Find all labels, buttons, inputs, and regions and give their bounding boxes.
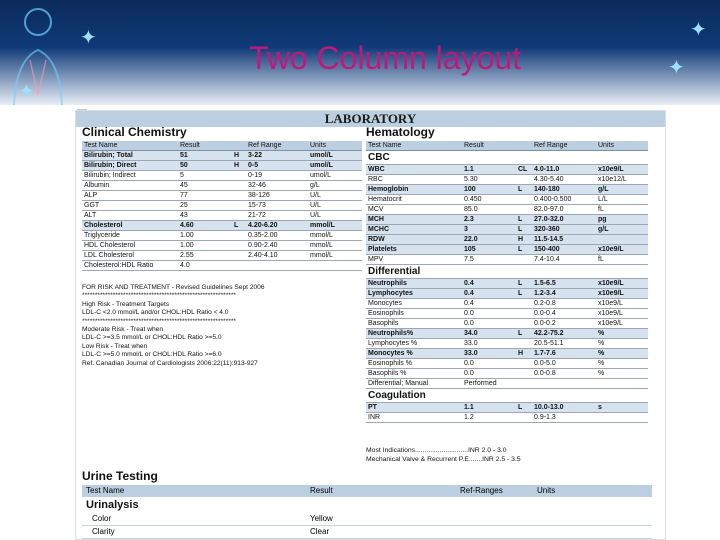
result-flag (232, 171, 246, 181)
result-flag (516, 359, 532, 369)
units: g/L (596, 185, 648, 195)
ref-range: 27.0-32.0 (532, 215, 596, 225)
test-name: Platelets (366, 245, 462, 255)
ref-range (246, 261, 308, 271)
col-header: Test Name (366, 141, 462, 151)
result-flag: H (516, 235, 532, 245)
note-line: LDL-C <2.0 mmol/L and/or CHOL:HDL Ratio < 4.0 (82, 309, 229, 317)
ref-range: 21-72 (246, 211, 308, 221)
result-flag (232, 201, 246, 211)
col-header: Units (308, 141, 362, 151)
test-result: 4.0 (178, 261, 232, 271)
table-row (366, 369, 648, 379)
table-row (366, 339, 648, 349)
ref-range: 11.5-14.5 (532, 235, 596, 245)
ref-range: 0.0-0.4 (532, 309, 596, 319)
table-row (82, 171, 362, 181)
units: umol/L (308, 171, 362, 181)
test-name: LDL Cholesterol (82, 251, 178, 261)
test-result: 2.55 (178, 251, 232, 261)
result-flag: L (516, 279, 532, 289)
test-result: 0.0 (462, 369, 516, 379)
col-header: Result (462, 141, 516, 151)
test-name: Neutrophils (366, 279, 462, 289)
result-flag (516, 299, 532, 309)
table-row (82, 191, 362, 201)
table-row (366, 165, 648, 175)
human-anatomy-icon (0, 0, 90, 105)
test-name: Color (92, 514, 112, 523)
result-flag: L (232, 221, 246, 231)
result-flag: L (516, 289, 532, 299)
ref-range: 3-22 (246, 151, 308, 161)
note-line: LDL-C >=5.0 mmol/L or CHOL:HDL Ratio >=6.0 (82, 351, 222, 359)
units: umol/L (308, 151, 362, 161)
test-name: Bilirubin; Indirect (82, 171, 178, 181)
result-flag: H (232, 151, 246, 161)
units: x10e9/L (596, 289, 648, 299)
test-result: 22.0 (462, 235, 516, 245)
units: % (596, 359, 648, 369)
test-name: Monocytes (366, 299, 462, 309)
table-row (366, 215, 648, 225)
chemistry-notes (82, 284, 362, 368)
result-flag: CL (516, 165, 532, 175)
sparkle-icon: ✦ (80, 27, 97, 49)
units: g/L (596, 225, 648, 235)
note-line: ************************************************************ (82, 317, 236, 325)
table-row (366, 349, 648, 359)
coagulation-notes (366, 446, 521, 464)
col-header: Ref-Ranges (460, 486, 503, 495)
section-row (366, 389, 648, 403)
test-result: 0.0 (462, 359, 516, 369)
result-flag (232, 251, 246, 261)
units (596, 379, 648, 389)
table-row (366, 245, 648, 255)
test-result: Clear (310, 527, 330, 536)
table-row (366, 255, 648, 265)
ref-range: 32-46 (246, 181, 308, 191)
section-title: Differential (366, 265, 648, 279)
result-flag (232, 261, 246, 271)
result-flag: L (516, 225, 532, 235)
result-flag: H (516, 349, 532, 359)
section-row (366, 151, 648, 165)
test-result: 0.450 (462, 195, 516, 205)
result-flag: L (516, 245, 532, 255)
units: U/L (308, 191, 362, 201)
ref-range: 320-360 (532, 225, 596, 235)
ref-range: 0.0-0.2 (532, 319, 596, 329)
ref-range: 2.40-4.10 (246, 251, 308, 261)
ref-range: 4.0-11.0 (532, 165, 596, 175)
sparkle-icon: ✦ (668, 57, 685, 79)
result-flag (516, 205, 532, 215)
test-result: 0.4 (462, 299, 516, 309)
test-name: Albumin (82, 181, 178, 191)
table-row (82, 221, 362, 231)
test-result: 43 (178, 211, 232, 221)
table-row (366, 319, 648, 329)
test-name: Triglyceride (82, 231, 178, 241)
col-header: Test Name (82, 141, 178, 151)
note-line: FOR RISK AND TREATMENT - Revised Guidelines Sept 2006 (82, 284, 265, 291)
ref-range: 0.35-2.00 (246, 231, 308, 241)
ref-range: 82.0-97.0 (532, 205, 596, 215)
test-name: WBC (366, 165, 462, 175)
test-result: 105 (462, 245, 516, 255)
test-result: 1.1 (462, 403, 516, 413)
col-header: Units (537, 486, 556, 495)
result-flag (516, 339, 532, 349)
test-result: 45 (178, 181, 232, 191)
result-flag (516, 309, 532, 319)
hematology-title: Hematology (366, 125, 435, 139)
ref-range: 150-400 (532, 245, 596, 255)
chemistry-title: Clinical Chemistry (82, 125, 187, 139)
units: U/L (308, 201, 362, 211)
units: s (596, 403, 648, 413)
test-name: HDL Cholesterol (82, 241, 178, 251)
lab-report (75, 110, 666, 540)
test-result: 1.1 (462, 165, 516, 175)
result-flag: L (516, 403, 532, 413)
table-row (366, 329, 648, 339)
units: fL (596, 205, 648, 215)
ref-range: 140-180 (532, 185, 596, 195)
table-row (82, 251, 362, 261)
units: mmol/L (308, 221, 362, 231)
table-row (366, 235, 648, 245)
ref-range: 0.0-0.8 (532, 369, 596, 379)
ref-range: 0-19 (246, 171, 308, 181)
table-row (82, 211, 362, 221)
test-name: RBC (366, 175, 462, 185)
units: pg (596, 215, 648, 225)
col-header: Ref Range (532, 141, 596, 151)
test-name: ALP (82, 191, 178, 201)
ref-range: 1.2-3.4 (532, 289, 596, 299)
table-row (366, 279, 648, 289)
units: x10e9/L (596, 319, 648, 329)
test-name: GGT (82, 201, 178, 211)
test-result: 100 (462, 185, 516, 195)
table-row (82, 513, 652, 526)
units (308, 261, 362, 271)
result-flag (516, 413, 532, 423)
units: x10e9/L (596, 245, 648, 255)
table-row (366, 185, 648, 195)
units: mmol/L (308, 251, 362, 261)
test-name: Monocytes % (366, 349, 462, 359)
test-name: INR (366, 413, 462, 423)
ref-range: 1.5-6.5 (532, 279, 596, 289)
table-row (82, 201, 362, 211)
test-result: 0.4 (462, 289, 516, 299)
section-row (366, 265, 648, 279)
test-name: Basophils (366, 319, 462, 329)
units: x10e9/L (596, 165, 648, 175)
note-line: Most Indications............................INR 2.0 - 3.0 (366, 447, 507, 454)
result-flag (232, 181, 246, 191)
test-result: 0.4 (462, 279, 516, 289)
result-flag (516, 319, 532, 329)
test-name: MCHC (366, 225, 462, 235)
section-title: Coagulation (366, 389, 648, 403)
units (596, 413, 648, 423)
note-line: Ref. Canadian Journal of Cardiologists 2006:22(11):913-927 (82, 359, 258, 367)
col-header (232, 141, 246, 151)
ref-range: 42.2-75.2 (532, 329, 596, 339)
table-row (82, 241, 362, 251)
result-flag (516, 195, 532, 205)
table-row (366, 299, 648, 309)
test-name: Eosinophils % (366, 359, 462, 369)
slide-title: Two Column layout (248, 40, 522, 76)
test-result: 51 (178, 151, 232, 161)
test-name: Lymphocytes (366, 289, 462, 299)
ref-range (532, 379, 596, 389)
test-result: 33.0 (462, 339, 516, 349)
test-name: Hematocrit (366, 195, 462, 205)
note-line: Mechanical Valve & Recurrent P.E.......INR 2.5 - 3.5 (366, 456, 521, 463)
test-name: MCH (366, 215, 462, 225)
note-line: Low Risk - Treat when (82, 342, 148, 350)
ref-range: 38-126 (246, 191, 308, 201)
result-flag (232, 191, 246, 201)
col-header (516, 141, 532, 151)
test-name: ALT (82, 211, 178, 221)
test-result: 5 (178, 171, 232, 181)
test-result: 3 (462, 225, 516, 235)
result-flag (516, 175, 532, 185)
test-name: Clarity (92, 527, 115, 536)
units (596, 235, 648, 245)
ref-range: 0.0-5.0 (532, 359, 596, 369)
test-result: 77 (178, 191, 232, 201)
table-row (82, 181, 362, 191)
urinalysis-title: Urinalysis (86, 499, 139, 511)
test-name: Lymphocytes % (366, 339, 462, 349)
col-header: Result (178, 141, 232, 151)
result-flag (232, 241, 246, 251)
test-result: Yellow (310, 514, 333, 523)
urine-title: Urine Testing (82, 469, 158, 483)
table-row (82, 231, 362, 241)
urine-header (82, 485, 652, 497)
ref-range: 7.4-10.4 (532, 255, 596, 265)
test-name: Cholesterol (82, 221, 178, 231)
ref-range: 4.20-6.20 (246, 221, 308, 231)
table-row (366, 309, 648, 319)
result-flag: L (516, 185, 532, 195)
ref-range: 0.2-0.8 (532, 299, 596, 309)
sparkle-icon: ✦ (18, 81, 35, 103)
test-name: MPV (366, 255, 462, 265)
ref-range: 4.30-5.40 (532, 175, 596, 185)
table-row (366, 403, 648, 413)
test-result: 5.30 (462, 175, 516, 185)
test-name: Cholesterol:HDL Ratio (82, 261, 178, 271)
test-name: Differential; Manual (366, 379, 462, 389)
units: x10e12/L (596, 175, 648, 185)
result-flag (516, 369, 532, 379)
ref-range: 0-5 (246, 161, 308, 171)
col-header: Ref Range (246, 141, 308, 151)
chemistry-table (82, 141, 362, 271)
ref-range: 10.0-13.0 (532, 403, 596, 413)
test-name: Neutrophils% (366, 329, 462, 339)
units: L/L (596, 195, 648, 205)
test-result: Performed (462, 379, 516, 389)
test-result: 0.0 (462, 319, 516, 329)
test-result: 7.5 (462, 255, 516, 265)
table-row (82, 161, 362, 171)
hematology-table (366, 141, 648, 423)
note-line: ************************************************************ (82, 292, 236, 300)
result-flag (232, 231, 246, 241)
test-result: 33.0 (462, 349, 516, 359)
test-result: 34.0 (462, 329, 516, 339)
table-row (366, 225, 648, 235)
test-result: 25 (178, 201, 232, 211)
section-title: CBC (366, 151, 648, 165)
col-header: Test Name (86, 486, 125, 495)
test-result: 1.00 (178, 231, 232, 241)
test-name: Bilirubin; Direct (82, 161, 178, 171)
units: % (596, 339, 648, 349)
table-row (82, 151, 362, 161)
col-header: Result (310, 486, 333, 495)
test-name: PT (366, 403, 462, 413)
test-result: 85.0 (462, 205, 516, 215)
test-name: MCV (366, 205, 462, 215)
units: % (596, 369, 648, 379)
ref-range: 0.90-2.40 (246, 241, 308, 251)
test-result: 4.60 (178, 221, 232, 231)
ref-range: 15-73 (246, 201, 308, 211)
col-header: Units (596, 141, 648, 151)
table-row (82, 261, 362, 271)
table-row (366, 359, 648, 369)
units: umol/L (308, 161, 362, 171)
test-name: Eosinophils (366, 309, 462, 319)
ref-range: 0.9-1.3 (532, 413, 596, 423)
result-flag (516, 255, 532, 265)
units: x10e9/L (596, 299, 648, 309)
result-flag (516, 379, 532, 389)
note-line: High Risk - Treatment Targets (82, 300, 170, 308)
units: x10e9/L (596, 309, 648, 319)
units: % (596, 349, 648, 359)
units: x10e9/L (596, 279, 648, 289)
test-result: 1.2 (462, 413, 516, 423)
result-flag: H (232, 161, 246, 171)
test-result: 2.3 (462, 215, 516, 225)
test-name: RDW (366, 235, 462, 245)
units: g/L (308, 181, 362, 191)
note-line: LDL-C >=3.5 mmol/L or CHOL:HDL Ratio >=5.0 (82, 334, 222, 342)
test-result: 50 (178, 161, 232, 171)
table-row (366, 413, 648, 423)
test-result: 1.00 (178, 241, 232, 251)
table-row (366, 175, 648, 185)
ref-range: 20.5-51.1 (532, 339, 596, 349)
table-row (366, 205, 648, 215)
ref-range: 1.7-7.6 (532, 349, 596, 359)
table-row (366, 379, 648, 389)
table-row (82, 526, 652, 539)
note-line: Moderate Risk - Treat when (82, 326, 163, 334)
test-name: Bilirubin; Total (82, 151, 178, 161)
test-name: Hemoglobin (366, 185, 462, 195)
result-flag: L (516, 215, 532, 225)
test-name: Basophils % (366, 369, 462, 379)
units: U/L (308, 211, 362, 221)
ref-range: 0.400-0.500 (532, 195, 596, 205)
test-result: 0.0 (462, 309, 516, 319)
units: % (596, 329, 648, 339)
result-flag: L (516, 329, 532, 339)
table-row (366, 195, 648, 205)
units: fL (596, 255, 648, 265)
table-row (366, 289, 648, 299)
units: mmol/L (308, 241, 362, 251)
sparkle-icon: ✦ (690, 19, 707, 41)
result-flag (232, 211, 246, 221)
units: mmol/L (308, 231, 362, 241)
lab-heading: LABORATORY (76, 111, 665, 127)
